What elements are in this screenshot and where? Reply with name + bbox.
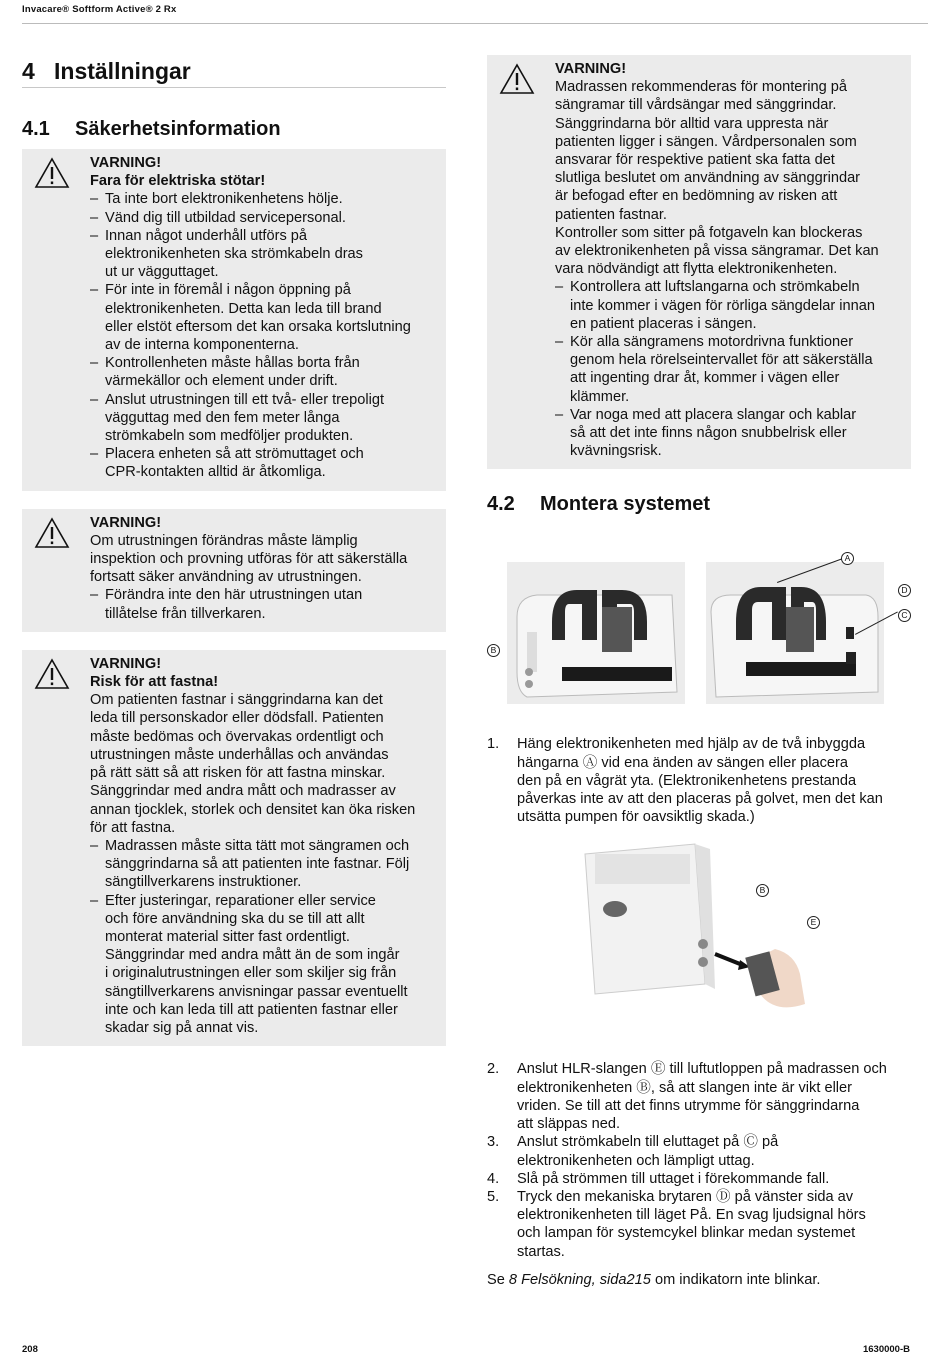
left-column: [22, 57, 446, 1064]
text-line: monterat material sitter fast ordentligt.: [105, 928, 350, 945]
text-line: Kontroller som sitter på fotgaveln kan blockeras: [555, 224, 863, 241]
text-line: inte och kan leda till att patienten fastnar eller: [105, 1001, 398, 1018]
warning-box-modification: [22, 509, 446, 632]
bullet-item: [90, 391, 438, 446]
text-line: Anslut HLR-slangen Ⓔ till luftutloppen på madrassen och: [517, 1061, 887, 1078]
hose-connection-photo: [575, 834, 815, 1034]
text-line: kvävningsrisk.: [570, 443, 662, 460]
step-number: 4.: [487, 1170, 500, 1187]
text-line: påverkas inte av att den placeras på golvet, men det kan: [517, 791, 883, 808]
document-number: 1630000-B: [862, 1344, 910, 1355]
text-line: inspektion och provning utföras för att säkerställa: [90, 551, 408, 568]
text-line: sängramar till vårdsängar med sänggrindar.: [555, 97, 837, 114]
text-line: för att fastna.: [90, 819, 176, 836]
bullet-item: [90, 190, 438, 208]
warning-triangle-icon: [34, 658, 70, 690]
text-line: så att det inte finns någon snubbelrisk eller: [570, 425, 847, 442]
step-number: 5.: [487, 1188, 500, 1205]
text-line: av elektronikenheten på vissa sängramar. Det kan: [555, 243, 879, 260]
text-line: Risk för att fastna!: [90, 674, 219, 691]
text-line: på rätt sätt så att risken för att fastna minskar.: [90, 765, 386, 782]
chapter-heading: [22, 57, 446, 88]
text-line: måste bedömas och övervakas ordentligt och: [90, 728, 384, 745]
text-line: CPR-kontakten alltid är åtkomliga.: [105, 464, 326, 481]
text-line: patienten ligger i sängen. Vårdpersonalen som: [555, 133, 857, 150]
text-line: tillåtelse från tillverkaren.: [105, 605, 266, 622]
bullet-item: [555, 406, 903, 461]
text-line: startas.: [517, 1243, 565, 1260]
text-line: elektronikenheten. Detta kan leda till brand: [105, 300, 382, 317]
step-3: [487, 1133, 911, 1169]
bullet-item: [90, 227, 438, 282]
text-line: inte kommer i vägen för rörliga sängdelar innan: [570, 297, 876, 314]
step-number: 1.: [487, 736, 500, 753]
text-line: – Placera enheten så att strömuttaget och: [105, 446, 364, 463]
text-line: Om patienten fastnar i sänggrindarna kan det: [90, 692, 383, 709]
text-line: Sänggrindar med andra mått än de som ingår: [105, 947, 400, 964]
running-header: Invacare® Softform Active® 2 Rx: [22, 4, 177, 15]
text-line: och före användning ska du se till att allt: [105, 910, 365, 927]
text-line: klämmer.: [570, 388, 630, 405]
callout-d: D: [898, 584, 911, 597]
step-number: 2.: [487, 1061, 500, 1078]
bullet-item: [90, 354, 438, 390]
text-line: leda till personskador eller dödsfall. Patienten: [90, 710, 384, 727]
section-heading-4-2: [487, 491, 911, 517]
text-line: – Var noga med att placera slangar och kablar: [570, 406, 857, 423]
text-line: fortsatt säker användning av utrustningen.: [90, 569, 362, 586]
text-line: vägguttag med den fem meter långa: [105, 409, 340, 426]
text-line: Madrassen rekommenderas för montering på: [555, 79, 848, 96]
text-line: att släppas ned.: [517, 1116, 621, 1133]
callout-e: E: [807, 916, 820, 929]
section-title: Montera systemet: [540, 493, 711, 516]
text-line: – Madrassen måste sitta tätt mot sängramen och: [105, 837, 410, 854]
text-line: Om utrustningen förändras måste lämplig: [90, 532, 358, 549]
text-line: Fara för elektriska stötar!: [90, 173, 266, 190]
text-line: en patient placeras i sängen.: [570, 315, 757, 332]
section-number: 4.2: [487, 493, 515, 516]
text-line: elektronikenheten ska strömkabeln dras: [105, 246, 363, 263]
text-line: elektronikenheten Ⓑ, så att slangen inte är vikt eller: [517, 1079, 853, 1096]
text-line: Anslut strömkabeln till eluttaget på Ⓒ på: [517, 1134, 779, 1151]
callout-c: C: [898, 609, 911, 622]
text-line: Sänggrindarna bör alltid vara uppresta när: [555, 115, 829, 132]
text-line: Slå på strömmen till uttaget i förekommande fall.: [517, 1170, 830, 1187]
text-line: VARNING!: [90, 155, 162, 171]
text-line: strömkabeln som medföljer produkten.: [105, 428, 354, 445]
text-line: vara nödvändigt att flytta elektronikenheten.: [555, 261, 838, 278]
text-line: elektronikenheten till läget På. En svag ljudsignal hörs: [517, 1207, 866, 1224]
text-line: Häng elektronikenheten med hjälp av de två inbyggda: [517, 736, 866, 753]
section-title: Säkerhetsinformation: [75, 118, 281, 140]
text-line: – Kontrollenheten måste hållas borta från: [105, 355, 360, 372]
text-line: av de interna komponenterna.: [105, 337, 299, 354]
text-line: – Kör alla sängramens motordrivna funktioner: [570, 334, 854, 351]
cross-reference-page[interactable]: 215: [626, 1271, 651, 1288]
unit-rear-hangers-photo: [507, 562, 685, 704]
text-line: – Vänd dig till utbildad servicepersonal.: [105, 209, 346, 226]
text-line: utsätta pumpen för oavsiktlig skada.): [517, 809, 755, 826]
text-line: och lampan för systemcykel blinkar medan systemet: [517, 1225, 856, 1242]
warning-triangle-icon: [34, 517, 70, 549]
bullet-item: [90, 281, 438, 354]
chapter-number: 4: [22, 58, 35, 84]
step-2: [487, 1060, 911, 1133]
text-line: i originalutrustningen eller som skiljer sig från: [105, 965, 397, 982]
text-line: att ingenting drar åt, kommer i vägen eller: [570, 370, 840, 387]
warning-triangle-icon: [34, 157, 70, 189]
section-heading-4-1: [22, 116, 446, 142]
bullet-item: [90, 586, 438, 622]
right-column: [487, 55, 911, 1289]
text-line: skadar sig på annat vis.: [105, 1019, 259, 1036]
page-number: 208: [22, 1344, 38, 1355]
chapter-title: Inställningar: [54, 58, 191, 84]
section-number: 4.1: [22, 118, 50, 140]
warning-box-electric-shock: [22, 149, 446, 491]
text-line: sängtillverkarens anvisningar passar eventuellt: [105, 983, 408, 1000]
text-line: utrustningen måste underhållas och användas: [90, 746, 389, 763]
text-line: – Förändra inte den här utrustningen utan: [105, 587, 363, 604]
bullet-item: [90, 837, 438, 892]
callout-a: A: [841, 552, 854, 565]
warning-box-entrapment: [22, 650, 446, 1046]
cross-reference-link[interactable]: 8 Felsökning, sida: [508, 1271, 627, 1288]
text-line: vriden. Se till att det finns utrymme för sänggrindarna: [517, 1097, 860, 1114]
text-line: är befogad efter en bedömning av risken att: [555, 188, 838, 205]
bullet-item: [555, 333, 903, 406]
bullet-item: [555, 278, 903, 333]
step-1: [487, 735, 911, 826]
warning-title: VARNING!: [90, 514, 162, 531]
text-line: genom hela rörelseintervallet för att säkerställa: [570, 352, 873, 369]
bullet-item: [90, 445, 438, 481]
text-line: – Ta inte bort elektronikenhetens hölje.: [105, 191, 343, 208]
text-line: patienten fastnar.: [555, 206, 667, 223]
mounting-photos: [487, 527, 911, 717]
warning-title: VARNING!: [555, 61, 627, 77]
text-line: ut ur vägguttaget.: [105, 264, 219, 281]
see-also-line: Se 8 Felsökning, sida215 om indikatorn inte blinkar.: [487, 1271, 821, 1288]
text-line: värmekällor och element under drift.: [105, 373, 338, 390]
text-line: Sänggrindar med andra mått och madrasser av: [90, 783, 396, 800]
text-line: – Efter justeringar, reparationer eller service: [105, 892, 376, 909]
text-line: VARNING!: [90, 655, 162, 672]
steps-2-to-5: [487, 1060, 911, 1260]
warning-triangle-icon: [499, 63, 535, 95]
text-line: elektronikenheten och lämpligt uttag.: [517, 1152, 755, 1169]
text-line: den på en vågrät yta. (Elektronikenhetens prestanda: [517, 772, 857, 789]
text-line: sängtillverkarens instruktioner.: [105, 874, 302, 891]
bullet-item: [90, 892, 438, 1038]
hose-connection-photo-wrap: [487, 834, 911, 1036]
step-5: [487, 1188, 911, 1261]
text-line: annan tjocklek, storlek och densitet kan öka risken: [90, 801, 416, 818]
text-line: – Anslut utrustningen till ett två- eller trepoligt: [105, 391, 385, 408]
step-number: 3.: [487, 1134, 500, 1151]
warning-box-bed-rails: [487, 55, 911, 469]
step-4: [487, 1170, 911, 1188]
text-line: ansvarar för respektive patient ska fatta det: [555, 152, 835, 169]
text-line: sänggrindarna så att patienten inte fastnar. Följ: [105, 856, 410, 873]
callout-b-2: B: [756, 884, 769, 897]
text-line: eller elstöt eftersom det kan orsaka kortslutning: [105, 318, 411, 335]
text-line: – Innan något underhåll utförs på: [105, 227, 308, 244]
text-line: slutliga beslutet om användning av sänggrindar: [555, 170, 861, 187]
text-line: – Kontrollera att luftslangarna och strömkabeln: [570, 279, 860, 296]
bullet-item: [90, 209, 438, 227]
text-line: – För inte in föremål i någon öppning på: [105, 282, 351, 299]
text-line: hängarna Ⓐ vid ena änden av sängen eller placera: [517, 754, 849, 771]
text-line: Tryck den mekaniska brytaren Ⓓ på vänster sida av: [517, 1188, 854, 1205]
header-divider: [22, 23, 928, 24]
callout-b: B: [487, 644, 500, 657]
